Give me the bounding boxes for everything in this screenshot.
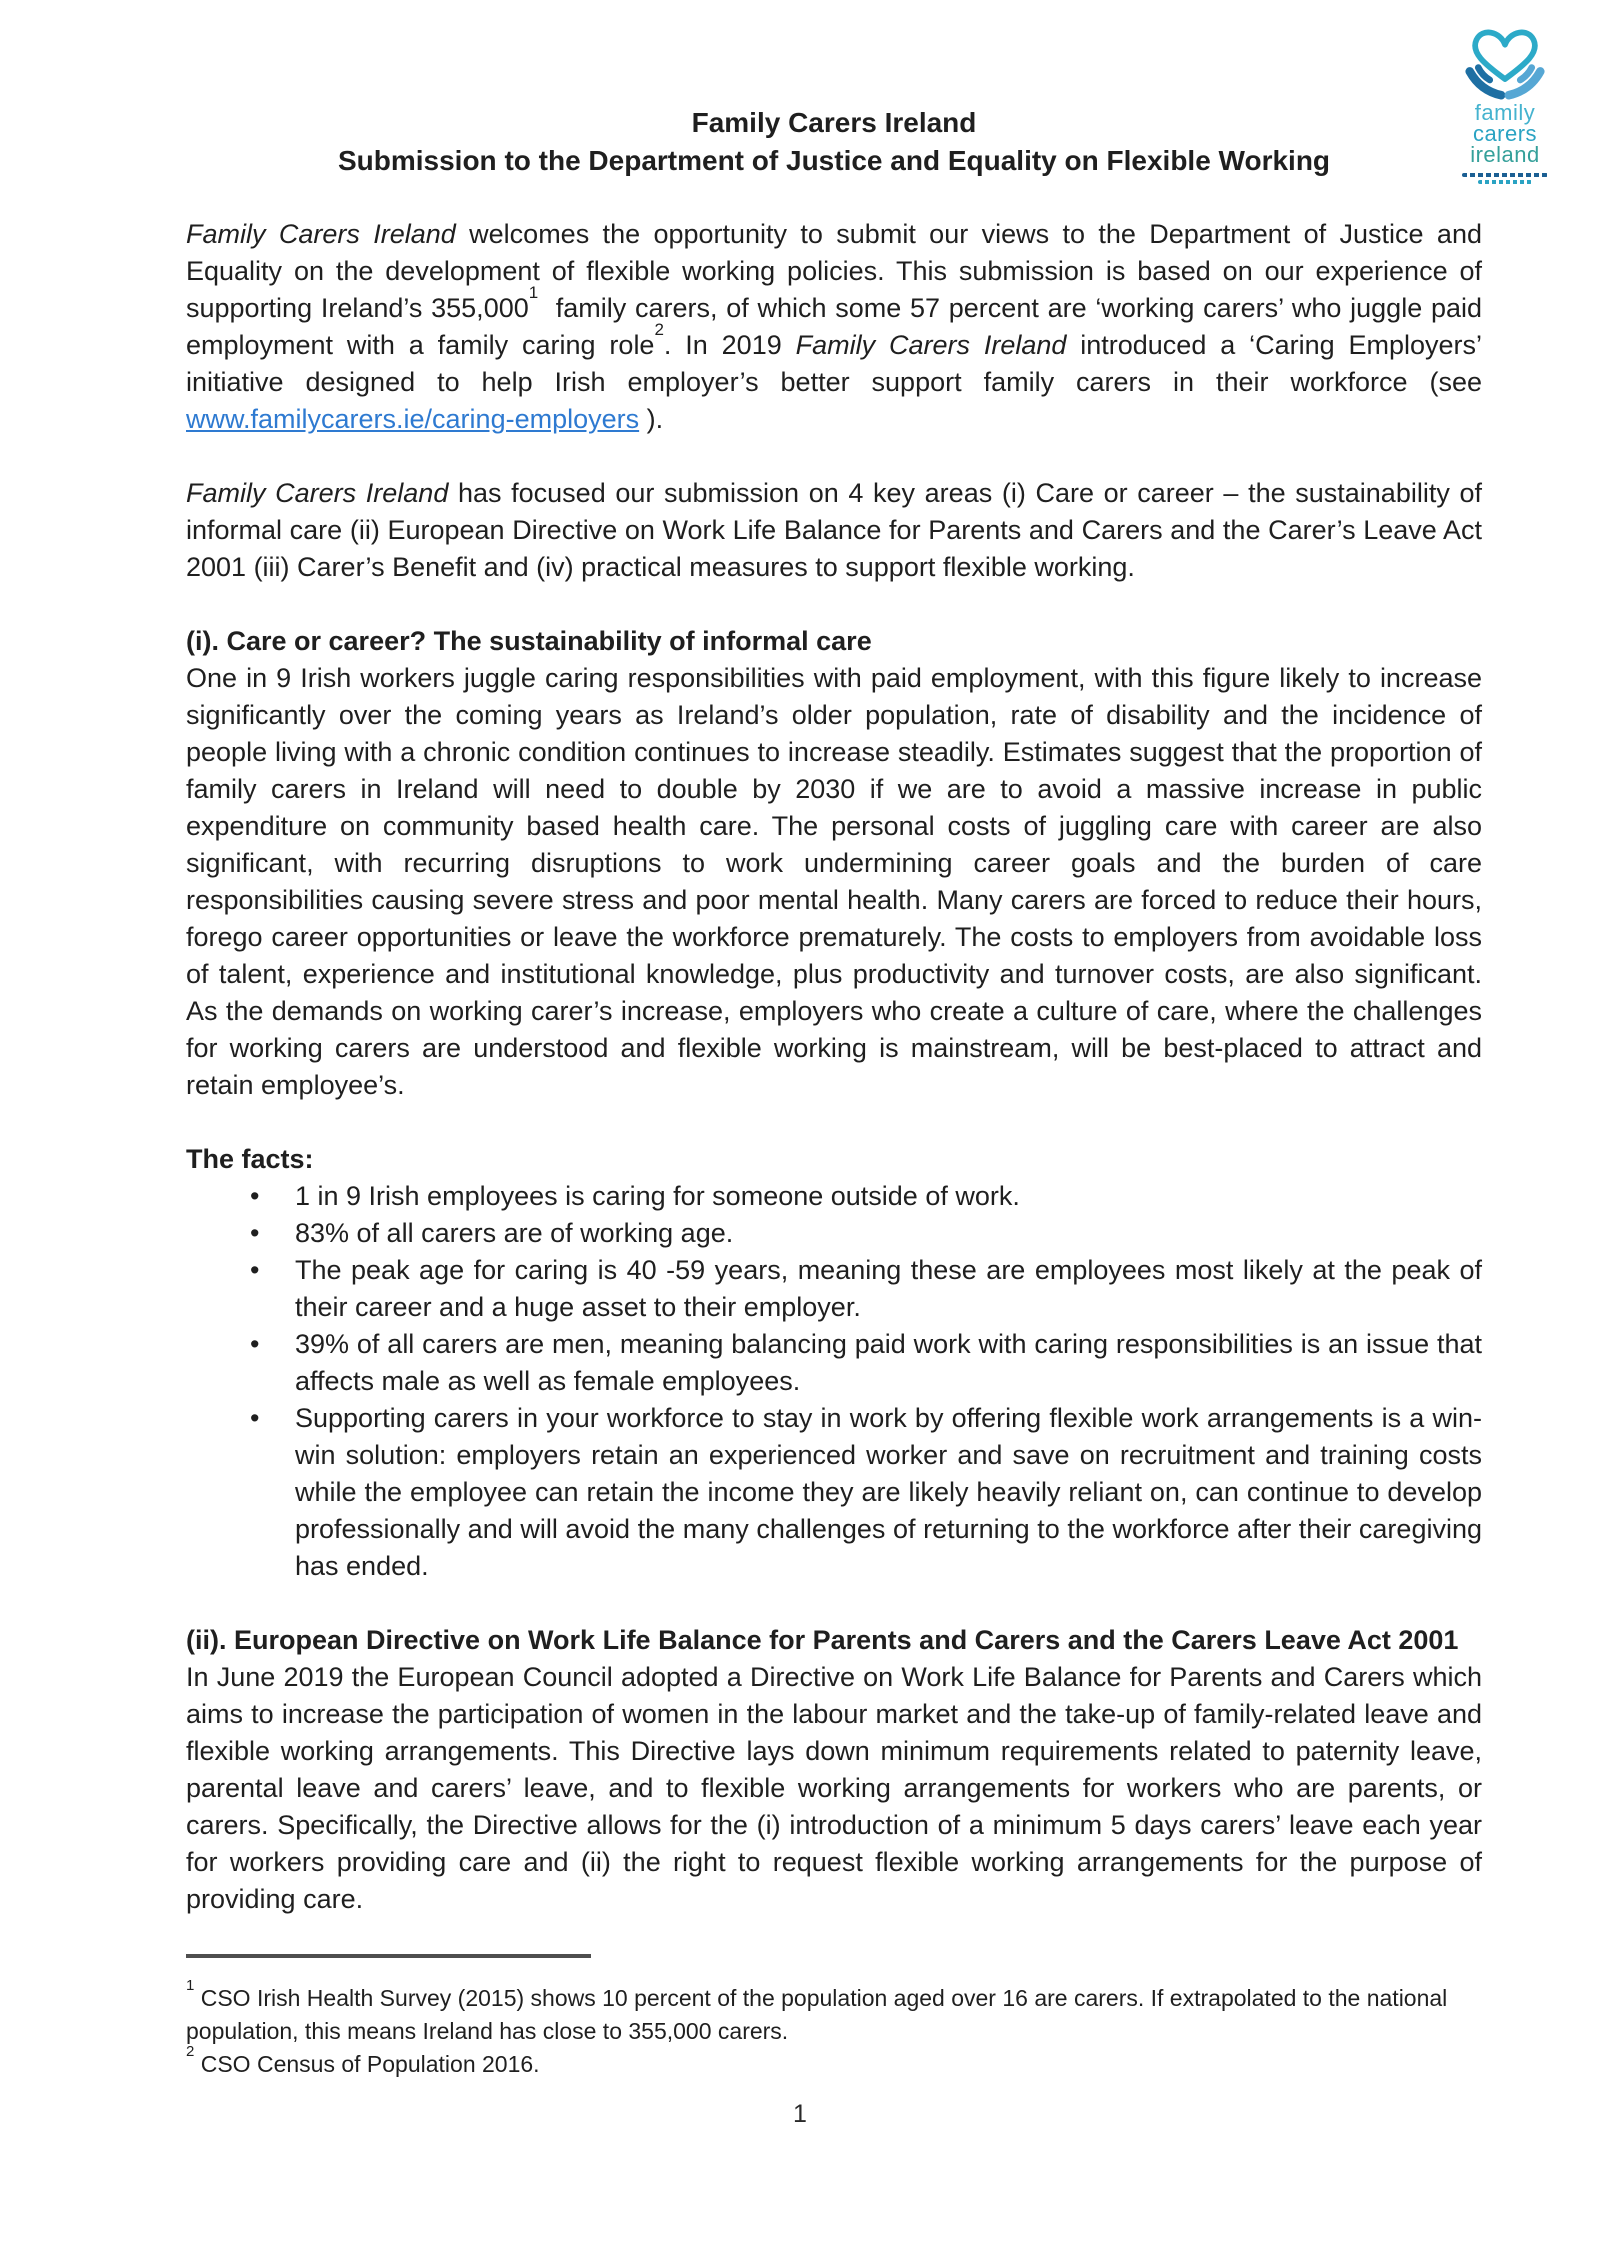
caring-employers-link[interactable]: www.familycarers.ie/caring-employers xyxy=(186,404,640,434)
org-name-italic: Family Carers Ireland xyxy=(795,330,1067,360)
key-areas-text: has focused our submission on 4 key areas (i) Care or career – the sustainability of informal care (ii) European Directive on Work Life Balance for Parents and Carers and the Carer’s Leave Act 2001 (iii) Carer’s Benefit and (iv) practical measures to support flexible working. xyxy=(186,478,1482,582)
page-number: 1 xyxy=(793,2100,807,2128)
document-content xyxy=(186,104,1482,1955)
footnotes-area xyxy=(186,1954,1482,2081)
footnote-1 xyxy=(186,1977,1482,2048)
intro-text-2: family carers, of which some 57 percent are ‘working carers’ who juggle paid employment with a family caring role xyxy=(186,293,1482,360)
facts-heading: The facts: xyxy=(186,1144,314,1174)
footnote-1-text: CSO Irish Health Survey (2015) shows 10 percent of the population aged over 16 are carers. If extrapolated to the national population, this means Ireland has close to 355,000 carers. xyxy=(186,1985,1448,2044)
section-ii-heading: (ii). European Directive on Work Life Balance for Parents and Carers and the Carers Leave Act 2001 xyxy=(186,1625,1459,1655)
intro-paragraph xyxy=(186,216,1482,438)
title-line-2: Submission to the Department of Justice and Equality on Flexible Working xyxy=(337,145,1331,176)
fact-item-1: • 1 in 9 Irish employees is caring for someone outside of work. xyxy=(186,1178,1482,1215)
section-i-body: One in 9 Irish workers juggle caring responsibilities with paid employment, with this figure likely to increase significantly over the coming years as Ireland’s older population, rate of disability and the incidence of people living with a chronic condition continues to increase steadily. Estimates suggest that the proportion of family carers in Ireland will need to double by 2030 if we are to avoid a massive increase in public expenditure on community based health care. The personal costs of juggling care with career are also significant, with recurring disruptions to work undermining career goals and the burden of care responsibilities causing severe stress and poor mental health. Many carers are forced to reduce their hours, forego career opportunities or leave the workforce prematurely. The costs to employers from avoidable loss of talent, experience and institutional knowledge, plus productivity and turnover costs, are also significant. As the demands on working carer’s increase, employers who create a culture of care, where the challenges for working carers are understood and flexible working is mainstream, will be best-placed to attract and retain employee’s. xyxy=(186,663,1482,1100)
logo-tagline-line-2 xyxy=(1478,180,1532,184)
footnote-ref-2: 2 xyxy=(654,320,664,339)
fact-item-2: • 83% of all carers are of working age. xyxy=(186,1215,1482,1252)
heart-in-hands-icon xyxy=(1457,18,1553,100)
intro-text-4: introduced a ‘Caring Employers’ initiative designed to help Irish employer’s better support family carers in their workforce (see xyxy=(186,330,1483,397)
footnote-ref-1: 1 xyxy=(528,283,539,302)
intro-text-5: ). xyxy=(639,404,664,434)
document-title xyxy=(186,104,1482,180)
footnote-2-text: CSO Census of Population 2016. xyxy=(200,2051,540,2077)
section-i-heading: (i). Care or career? The sustainability of informal care xyxy=(186,626,872,656)
logo-text-line-1: family xyxy=(1474,100,1536,125)
key-areas-paragraph xyxy=(186,475,1482,586)
footnote-2-marker: 2 xyxy=(186,2043,195,2061)
footnote-1-marker: 1 xyxy=(186,1977,195,1995)
logo-text-line-2: carers xyxy=(1472,121,1538,146)
fact-item-5: • Supporting carers in your workforce to stay in work by offering flexible work arrangements is a win-win solution: employers retain an experienced worker and save on recruitment and training costs while the employee can retain the income they are likely heavily reliant on, can continue to develop professionally and will avoid the many challenges of returning to the workforce after their caregiving has ended. xyxy=(186,1400,1482,1585)
logo-text-line-3: ireland xyxy=(1470,142,1540,167)
facts-list xyxy=(186,1178,1482,1585)
section-ii-body: In June 2019 the European Council adopted a Directive on Work Life Balance for Parents and Carers which aims to increase the participation of women in the labour market and the take-up of family-related leave and flexible working arrangements. This Directive lays down minimum requirements related to paternity leave, parental leave and carers’ leave, and to flexible working arrangements for workers who are parents, or carers. Specifically, the Directive allows for the (i) introduction of a minimum 5 days carers’ leave each year for workers providing care and (ii) the right to request flexible working arrangements for the purpose of providing care. xyxy=(186,1662,1482,1914)
footnote-2 xyxy=(186,2043,1482,2081)
fact-item-3: • The peak age for caring is 40 -59 years, meaning these are employees most likely at the peak of their career and a huge asset to their employer. xyxy=(186,1252,1482,1326)
title-line-1: Family Carers Ireland xyxy=(691,107,977,138)
intro-text-1: welcomes the opportunity to submit our views to the Department of Justice and Equality on the development of flexible working policies. This submission is based on our experience of supporting Ireland’s 355,000 xyxy=(186,219,1482,323)
org-name-italic: Family Carers Ireland xyxy=(186,219,456,249)
fact-item-4: • 39% of all carers are men, meaning balancing paid work with caring responsibilities is an issue that affects male as well as female employees. xyxy=(186,1326,1482,1400)
intro-text-3: . In 2019 xyxy=(663,330,796,360)
org-name-italic: Family Carers Ireland xyxy=(186,478,449,508)
footnote-separator xyxy=(186,1954,591,1958)
